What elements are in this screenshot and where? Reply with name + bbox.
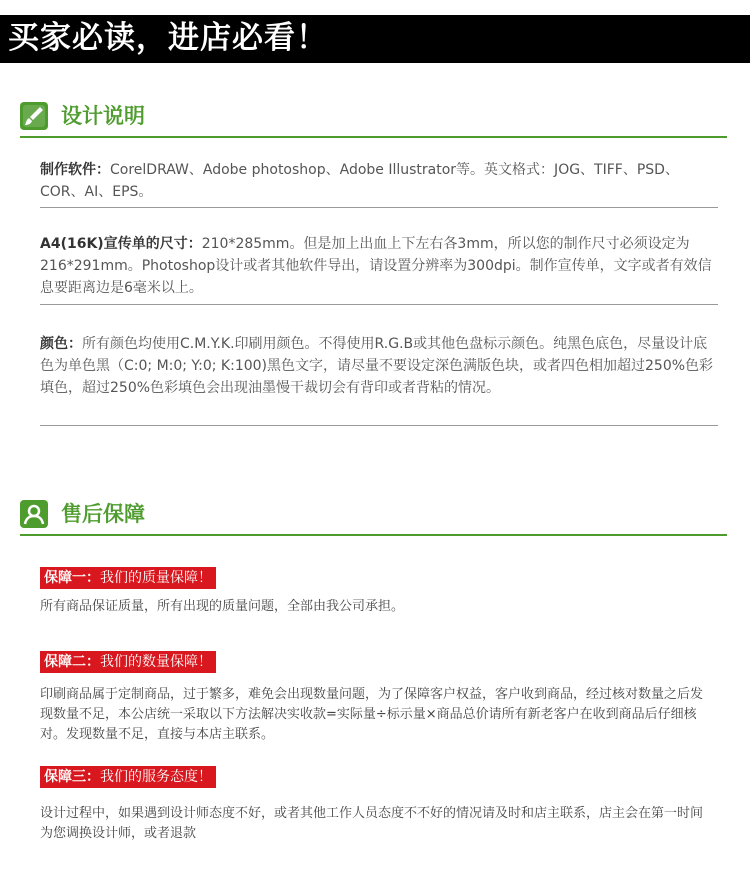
- top-banner: [0, 15, 750, 63]
- size-label: A4(16K)宣传单的尺寸：: [40, 236, 202, 252]
- guarantee-3-tag: [40, 766, 216, 788]
- divider: [40, 304, 718, 305]
- color-label: 颜色：: [40, 336, 82, 352]
- software-text: CorelDRAW、Adobe photoshop、Adobe Illustrator等。英文格式：JOG、TIFF、PSD、COR、AI、EPS。: [40, 162, 679, 200]
- guarantee-3-prefix: 保障三：: [44, 769, 100, 785]
- person-icon: [20, 500, 48, 528]
- guarantee-3-title: 我们的服务态度！: [100, 769, 212, 785]
- guarantee-1-prefix: 保障一：: [44, 570, 100, 586]
- software-paragraph: [40, 159, 720, 203]
- guarantee-3-text: 设计过程中，如果遇到设计师态度不好，或者其他工作人员态度不不好的情况请及时和店主联系，店主会在第一时间为您调换设计师，或者退款: [40, 806, 704, 841]
- size-paragraph: [40, 233, 720, 299]
- design-section-title: 设计说明: [61, 104, 145, 128]
- divider: [40, 207, 718, 208]
- design-section-header: [20, 100, 727, 138]
- guarantee-1-title: 我们的质量保障！: [100, 570, 212, 586]
- guarantee-1-text: 所有商品保证质量，所有出现的质量问题，全部由我公司承担。: [40, 599, 405, 614]
- divider: [40, 425, 718, 426]
- color-text: 所有颜色均使用C.M.Y.K.印刷用颜色。不得使用R.G.B或其他色盘标示颜色。纯黑色底色，尽量设计底色为单色黑（C:0; M:0; Y:0; K:100)黑色文字，请尽量不要设定深色满版色块，或者四色相加超过250%色彩填色，超过250%色彩填色会出现油墨慢干裁切会有背印或者背粘的情况。: [40, 336, 714, 396]
- aftersale-section-title: 售后保障: [61, 502, 145, 526]
- banner-title: 买家必读，进店必看！: [8, 20, 328, 56]
- aftersale-section-header: [20, 498, 727, 536]
- guarantee-2-text: 印刷商品属于定制商品，过于繁多，难免会出现数量问题，为了保障客户权益，客户收到商品，经过核对数量之后发现数量不足，本公店统一采取以下方法解决实收款=实际量÷标示量×商品总价请所有新老客户在收到商品后仔细核对。发现数量不足，直接与本店主联系。: [40, 687, 704, 742]
- brush-icon: [20, 102, 48, 130]
- guarantee-2-prefix: 保障二：: [44, 654, 100, 670]
- software-label: 制作软件：: [40, 162, 110, 178]
- guarantee-2-title: 我们的数量保障！: [100, 654, 212, 670]
- guarantee-2-tag: [40, 651, 216, 673]
- guarantee-1-tag: [40, 567, 216, 589]
- size-text: 210*285mm。但是加上出血上下左右各3mm，所以您的制作尺寸必须设定为216*291mm。Photoshop设计或者其他软件导出，请设置分辨率为300dpi。制作宣传单，文字或者有效信息要距离边是6毫米以上。: [40, 236, 712, 296]
- color-paragraph: [40, 333, 720, 399]
